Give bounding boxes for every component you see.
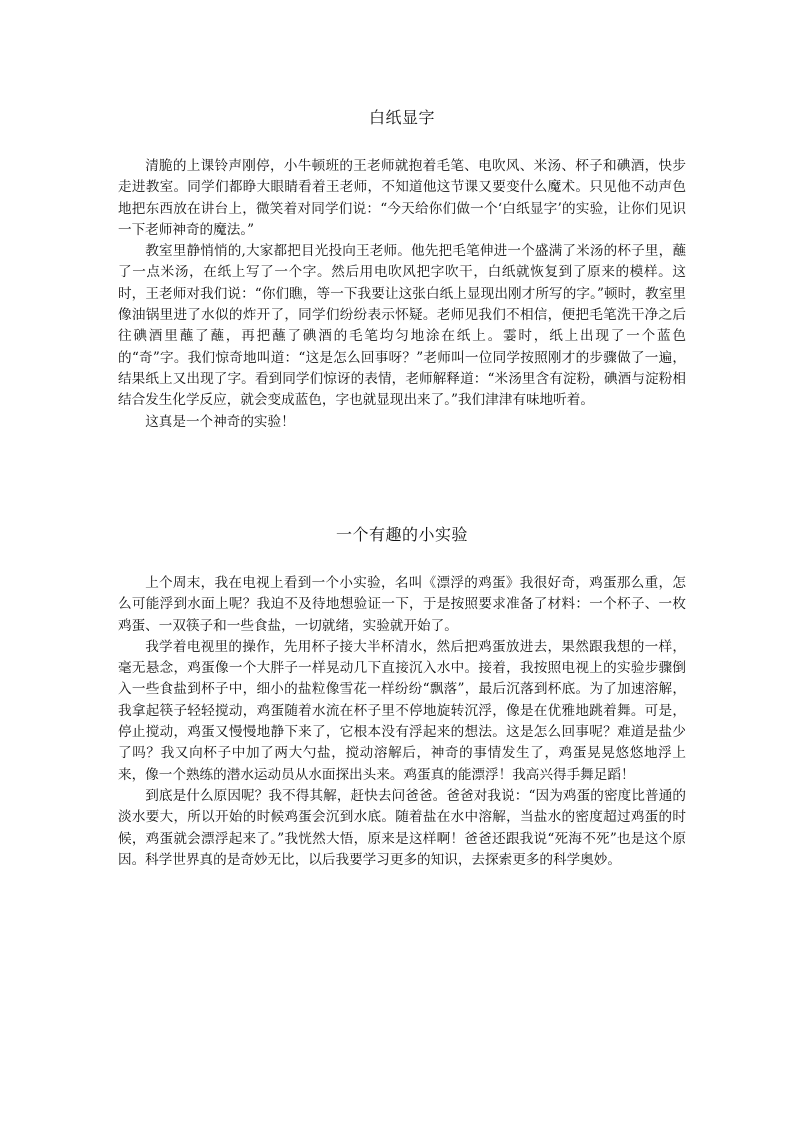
article-paragraph: 这真是一个神奇的实验！ — [145, 413, 295, 430]
article-paragraph: 清脆的上课铃声刚停，小牛顿班的王老师就抱着毛笔、电吹风、米汤、杯子和碘酒，快步走进教室。同学们都睁大眼睛看着王老师，不知道他这节课又要变什么魔术。只见他不动声色地把东西放在讲台上，微笑着对同学们说：“今天给你们做一个‘白纸显字’的实验，让你们见识一下老师神奇的魔法。” — [118, 158, 686, 238]
article-paragraph: 教室里静悄悄的,大家都把目光投向王老师。他先把毛笔伸进一个盛满了米汤的杯子里，蘸了一点米汤，在纸上写了一个字。然后用电吹风把字吹干，白纸就恢复到了原来的模样。这时，王老师对我们说：“你们瞧，等一下我要让这张白纸上显现出刚才所写的字。”顿时，教室里像油锅里进了水似的炸开了，同学们纷纷表示怀疑。老师见我们不相信，便把毛笔洗干净之后往碘酒里蘸了蘸，再把蘸了碘酒的毛笔均匀地涂在纸上。霎时，纸上出现了一个蓝色的“奇”字。我们惊奇地叫道：“这是怎么回事呀？”老师叫一位同学按照刚才的步骤做了一遍，结果纸上又出现了字。看到同学们惊讶的表情，老师解释道：“米汤里含有淀粉，碘酒与淀粉相结合发生化学反应，就会变成蓝色，字也就显现出来了。”我们津津有味地听着。 — [118, 243, 686, 409]
article-paragraph: 上个周末，我在电视上看到一个小实验，名叫《漂浮的鸡蛋》我很好奇，鸡蛋那么重，怎么可能浮到水面上呢？我迫不及待地想验证一下，于是按照要求准备了材料：一个杯子、一枚鸡蛋、一双筷子和一些食盐，一切就绪，实验就开始了。 — [118, 575, 686, 634]
article-paragraph: 到底是什么原因呢？我不得其解，赶快去问爸爸。爸爸对我说：“因为鸡蛋的密度比普通的淡水要大，所以开始的时候鸡蛋会沉到水底。随着盐在水中溶解，当盐水的密度超过鸡蛋的时候，鸡蛋就会漂浮起来了。”我恍然大悟，原来是这样啊！爸爸还跟我说“死海不死”也是这个原因。科学世界真的是奇妙无比，以后我要学习更多的知识，去探索更多的科学奥妙。 — [118, 787, 686, 868]
article-title: 一个有趣的小实验 — [335, 525, 468, 544]
article-white-paper-reveal — [118, 106, 686, 433]
article-floating-egg — [118, 523, 686, 871]
article-title: 白纸显字 — [368, 108, 435, 127]
article-paragraph: 我学着电视里的操作，先用杯子接大半杯清水，然后把鸡蛋放进去，果然跟我想的一样，毫无悬念，鸡蛋像一个大胖子一样晃动几下直接沉入水中。接着，我按照电视上的实验步骤倒入一些食盐到杯子中，细小的盐粒像雪花一样纷纷“飘落”，最后沉落到杯底。为了加速溶解，我拿起筷子轻轻搅动，鸡蛋随着水流在杯子里不停地旋转沉浮，像是在优雅地跳着舞。可是，停止搅动，鸡蛋又慢慢地静下来了，它根本没有浮起来的想法。这是怎么回事呢？难道是盐少了吗？我又向杯子中加了两大勺盐，搅动溶解后，神奇的事情发生了，鸡蛋晃晃悠悠地浮上来，像一个熟练的潜水运动员从水面探出头来。鸡蛋真的能漂浮！我高兴得手舞足蹈！ — [118, 638, 686, 783]
